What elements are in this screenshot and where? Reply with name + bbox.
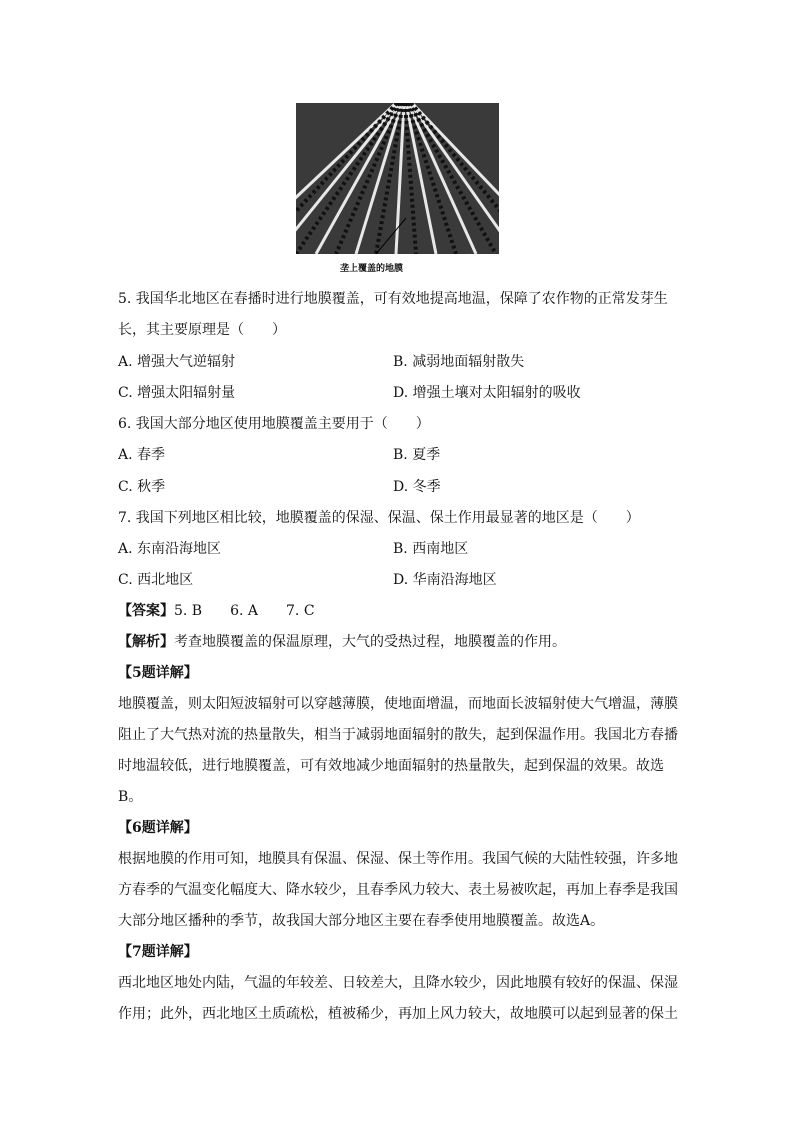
field-photo [296,103,499,254]
q5-option-b: B. 减弱地面辐射散失 [393,354,525,370]
answer-text: 5. B 6. A 7. C [174,603,315,619]
q7-option-d: D. 华南沿海地区 [393,572,497,588]
detail6-line: 根据地膜的作用可知，地膜具有保温、保湿、保土等作用。我国气候的大陆性较强，许多地 [118,851,678,867]
q5-option-a: A. 增强大气逆辐射 [118,354,236,370]
detail5-heading: 【5题详解】 [118,665,198,681]
detail5-line: B。 [118,789,143,805]
detail5-line: 阻止了大气热对流的热量散失，相当于减弱地面辐射的散失，起到保温作用。我国北方春播 [118,727,678,743]
q7-option-a: A. 东南沿海地区 [118,541,222,557]
figure-caption: 垄上覆盖的地膜 [340,264,404,274]
plastic-mulch-field-image [296,103,499,254]
q5-stem-line1: 5. 我国华北地区在春播时进行地膜覆盖，可有效地提高地温，保障了农作物的正常发芽生 [118,291,668,307]
q6-option-a: A. 春季 [118,447,166,463]
analysis-text: 考查地膜覆盖的保温原理，大气的受热过程，地膜覆盖的作用。 [174,634,566,650]
analysis-line [118,632,566,652]
detail7-line: 西北地区地处内陆，气温的年较差、日较差大，且降水较少，因此地膜有较好的保温、保湿 [118,975,678,991]
detail7-line: 作用；此外，西北地区土质疏松，植被稀少，再加上风力较大，故地膜可以起到显著的保土 [118,1006,678,1022]
q7-stem: 7. 我国下列地区相比较，地膜覆盖的保湿、保温、保土作用最显著的地区是（ ） [118,510,640,526]
analysis-label: 【解析】 [118,634,174,650]
answer-line [118,601,315,621]
q7-option-b: B. 西南地区 [393,541,469,557]
detail5-line: 时地温较低，进行地膜覆盖，可有效地减少地面辐射的热量散失，起到保温的效果。故选 [118,758,664,774]
q6-option-d: D. 冬季 [393,479,441,495]
q5-stem-line2: 长，其主要原理是（ ） [118,322,286,338]
q5-option-d: D. 增强土壤对太阳辐射的吸收 [393,385,581,401]
q7-option-c: C. 西北地区 [118,572,194,588]
detail6-line: 方春季的气温变化幅度大、降水较少，且春季风力较大、表土易被吹起，再加上春季是我国 [118,882,678,898]
detail5-line: 地膜覆盖，则太阳短波辐射可以穿越薄膜，使地面增温，而地面长波辐射使大气增温，薄膜 [118,696,678,712]
detail7-heading: 【7题详解】 [118,944,198,960]
q6-option-c: C. 秋季 [118,479,166,495]
detail6-heading: 【6题详解】 [118,820,198,836]
q6-option-b: B. 夏季 [393,447,441,463]
answer-label: 【答案】 [118,603,174,619]
q5-option-c: C. 增强太阳辐射量 [118,385,236,401]
q6-stem: 6. 我国大部分地区使用地膜覆盖主要用于（ ） [118,416,430,432]
detail6-line: 大部分地区播种的季节，故我国大部分地区主要在春季使用地膜覆盖。故选A。 [118,913,605,929]
